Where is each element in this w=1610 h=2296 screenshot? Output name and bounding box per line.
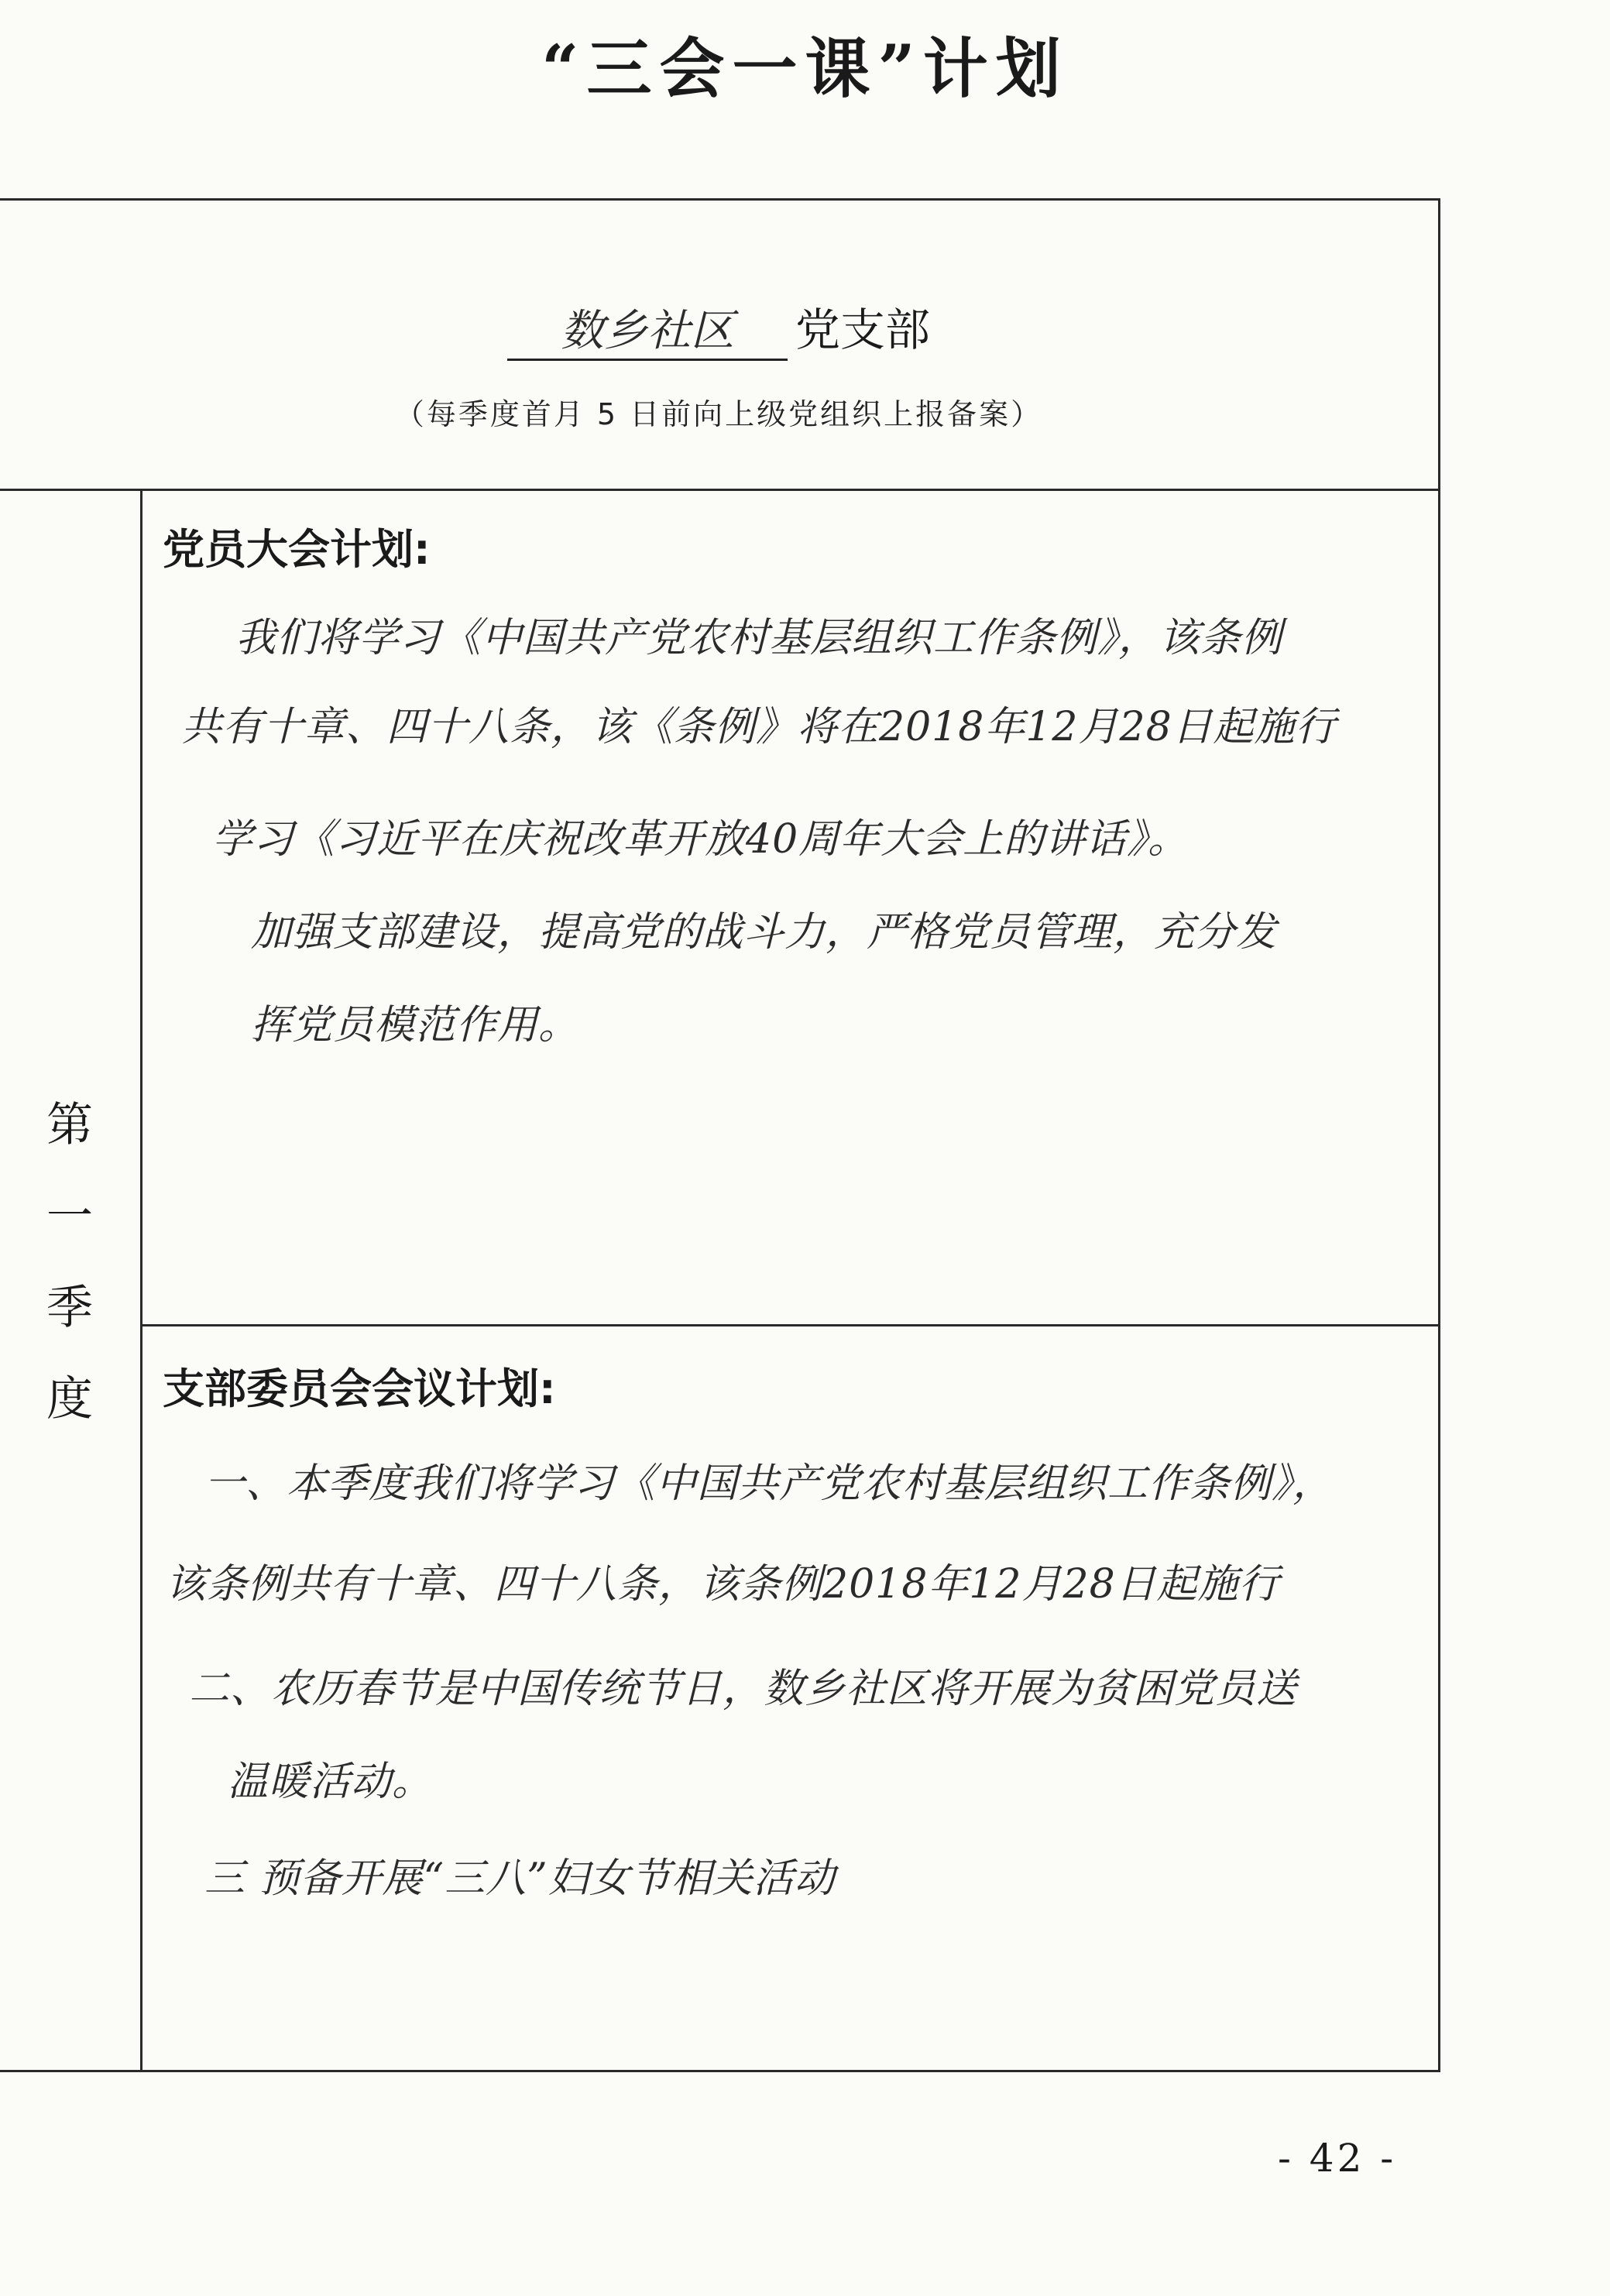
member-meeting-heading: 党员大会计划:: [163, 525, 431, 574]
committee-meeting-line: 该条例共有十章、四十八条，该条例2018年12月28日起施行: [166, 1561, 1280, 1608]
quarter-char: 季: [46, 1281, 93, 1335]
committee-meeting-line: 二、农历春节是中国传统节日，数乡社区将开展为贫困党员送: [189, 1666, 1298, 1712]
branch-name-field: 数乡社区: [507, 297, 788, 361]
member-meeting-line: 挥党员模范作用。: [251, 1002, 580, 1048]
member-meeting-line: 我们将学习《中国共产党农村基层组织工作条例》，该条例: [235, 615, 1283, 661]
member-meeting-section: [142, 489, 1438, 1326]
branch-line: [0, 293, 1438, 361]
page-number: - 42 -: [1278, 2136, 1397, 2181]
quarter-char: 度: [46, 1372, 93, 1426]
page-title: “三会一课”计划: [541, 30, 1069, 107]
committee-meeting-heading: 支部委员会会议计划:: [163, 1364, 556, 1413]
member-meeting-line: 共有十章、四十八条，该《条例》将在2018年12月28日起施行: [181, 704, 1337, 750]
member-meeting-line: 加强支部建设，提高党的战斗力，严格党员管理，充分发: [251, 909, 1278, 956]
plan-form-table: [0, 198, 1440, 2072]
committee-meeting-line: 一、本季度我们将学习《中国共产党农村基层组织工作条例》，: [204, 1460, 1334, 1507]
committee-meeting-line: 三 预备开展“三八”妇女节相关活动: [204, 1855, 836, 1902]
quarter-label: [0, 1079, 140, 1445]
committee-meeting-section: [142, 1326, 1438, 2070]
committee-meeting-line: 温暖活动。: [228, 1759, 434, 1805]
quarter-char: 一: [46, 1189, 93, 1244]
submission-note: （每季度首月 5 日前向上级党组织上报备案）: [394, 397, 1043, 431]
member-meeting-line: 学习《习近平在庆祝改革开放40周年大会上的讲话》。: [212, 816, 1189, 863]
quarter-char: 第: [46, 1098, 93, 1152]
form-header: [0, 201, 1438, 491]
party-branch-label: 党支部: [795, 304, 930, 356]
